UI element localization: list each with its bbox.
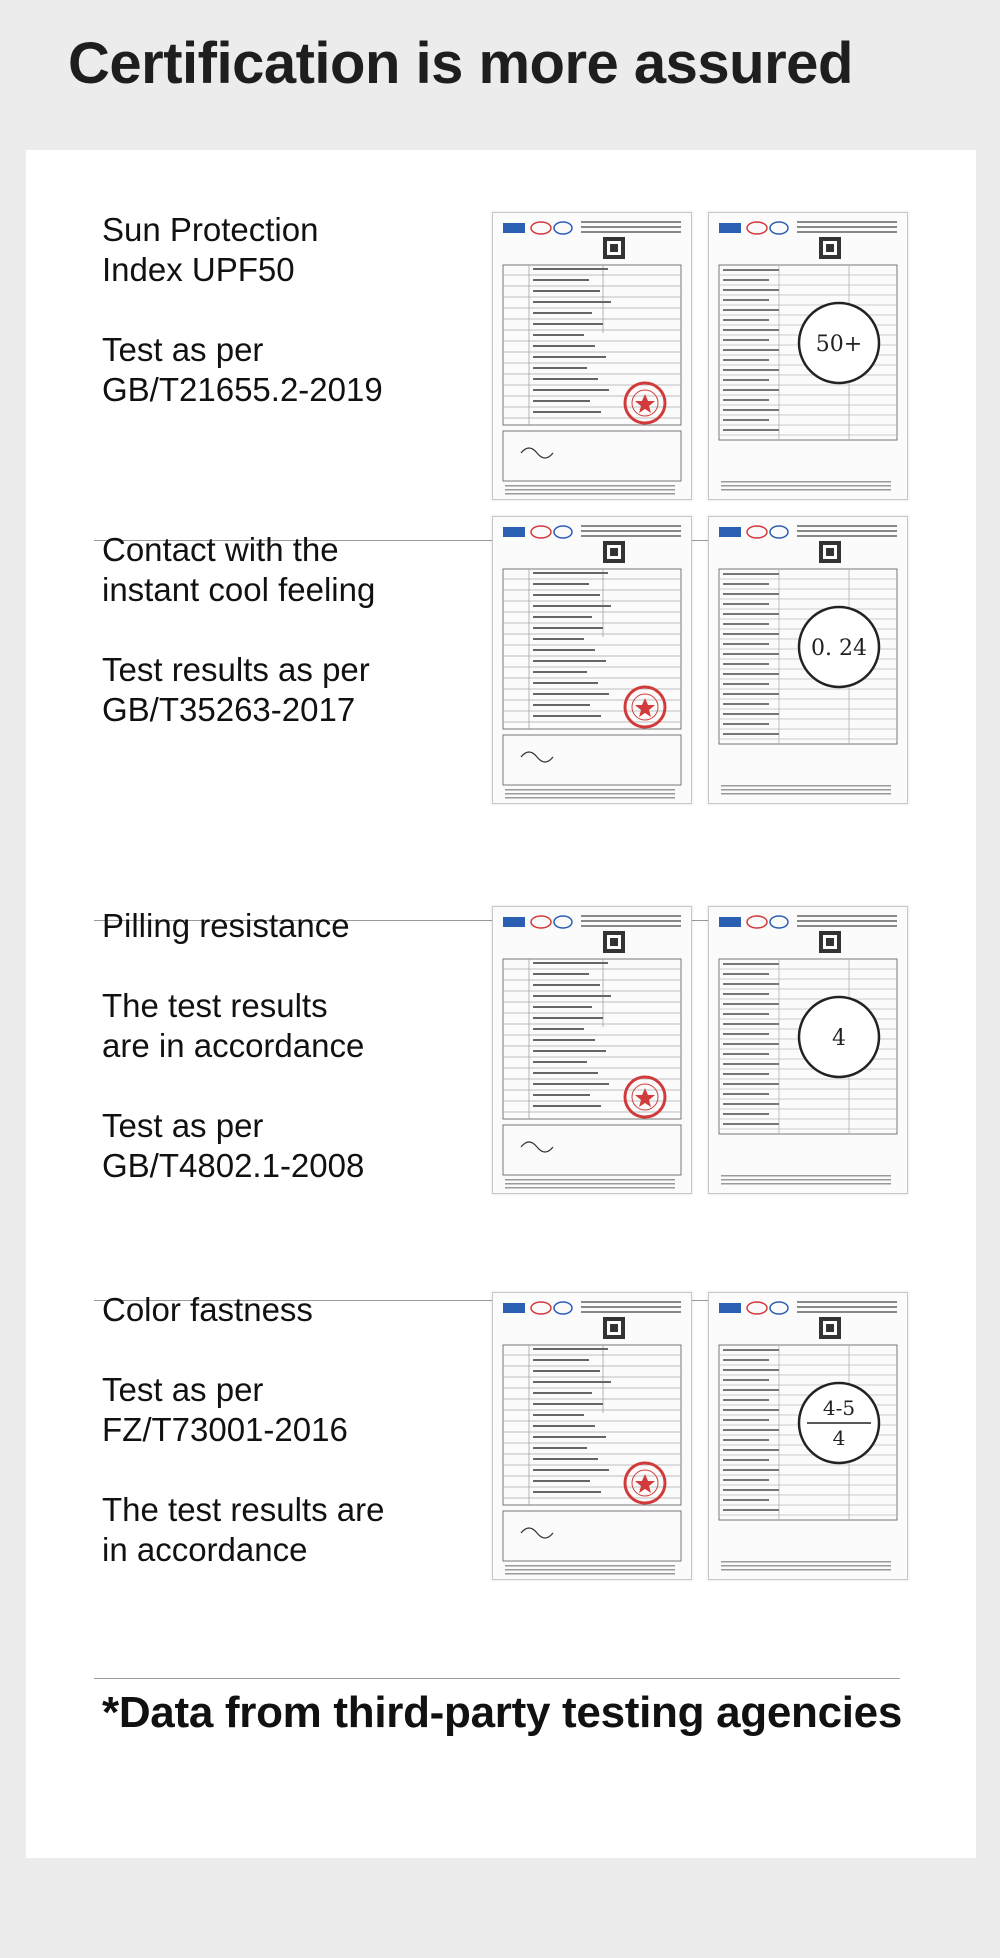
section-divider	[94, 1678, 900, 1679]
test-report-document	[492, 1292, 692, 1580]
signature-icon	[521, 448, 553, 458]
agency-logo-icon	[531, 526, 551, 538]
signature-icon	[521, 752, 553, 762]
text-line: The test results are	[102, 1491, 385, 1528]
agency-logo-icon	[719, 917, 741, 927]
agency-logo-icon	[770, 526, 788, 538]
test-result-page	[708, 1292, 908, 1580]
text-line: Index UPF50	[102, 251, 295, 288]
text-line: Sun Protection	[102, 211, 319, 248]
text-line: Test as per	[102, 1107, 264, 1144]
agency-logo-icon	[531, 1302, 551, 1314]
section-text	[102, 1290, 462, 1570]
agency-logo-icon	[719, 223, 741, 233]
result-value: 4	[832, 1426, 846, 1450]
footer-note: *Data from third-party testing agencies	[102, 1688, 903, 1737]
text-line: GB/T35263-2017	[102, 691, 356, 728]
result-value: 0. 24	[811, 636, 867, 661]
agency-logo-icon	[554, 222, 572, 234]
text-line: Color fastness	[102, 1291, 313, 1328]
agency-logo-icon	[770, 916, 788, 928]
section-text	[102, 906, 462, 1186]
text-line: GB/T4802.1-2008	[102, 1147, 365, 1184]
test-report-document	[492, 906, 692, 1194]
text-line: GB/T21655.2-2019	[102, 371, 383, 408]
agency-logo-icon	[770, 222, 788, 234]
agency-logo-icon	[503, 223, 525, 233]
result-value: 4-5	[822, 1396, 856, 1420]
agency-logo-icon	[531, 916, 551, 928]
signature-icon	[521, 1142, 553, 1152]
agency-logo-icon	[747, 1302, 767, 1314]
signature-icon	[521, 1528, 553, 1538]
agency-logo-icon	[503, 1303, 525, 1313]
text-line: The test results	[102, 987, 328, 1024]
section-text	[102, 530, 462, 730]
section-text	[102, 210, 462, 410]
test-result-page	[708, 212, 908, 500]
agency-logo-icon	[770, 1302, 788, 1314]
agency-logo-icon	[719, 527, 741, 537]
text-line: instant cool feeling	[102, 571, 376, 608]
result-value: 50+	[815, 332, 863, 357]
agency-logo-icon	[554, 916, 572, 928]
agency-logo-icon	[719, 1303, 741, 1313]
test-result-page	[708, 516, 908, 804]
agency-logo-icon	[554, 1302, 572, 1314]
agency-logo-icon	[747, 916, 767, 928]
agency-logo-icon	[554, 526, 572, 538]
text-line: Test as per	[102, 331, 264, 368]
agency-logo-icon	[747, 526, 767, 538]
text-line: Pilling resistance	[102, 907, 350, 944]
text-line: FZ/T73001-2016	[102, 1411, 348, 1448]
agency-logo-icon	[531, 222, 551, 234]
text-line: Test results as per	[102, 651, 370, 688]
page-title: Certification is more assured	[68, 31, 853, 96]
text-line: in accordance	[102, 1531, 308, 1568]
test-report-document	[492, 212, 692, 500]
text-line: Contact with the	[102, 531, 339, 568]
test-result-page	[708, 906, 908, 1194]
text-line: Test as per	[102, 1371, 264, 1408]
text-line: are in accordance	[102, 1027, 365, 1064]
agency-logo-icon	[503, 527, 525, 537]
agency-logo-icon	[747, 222, 767, 234]
certification-card	[26, 150, 976, 1858]
result-value: 4	[832, 1026, 846, 1051]
test-report-document	[492, 516, 692, 804]
agency-logo-icon	[503, 917, 525, 927]
